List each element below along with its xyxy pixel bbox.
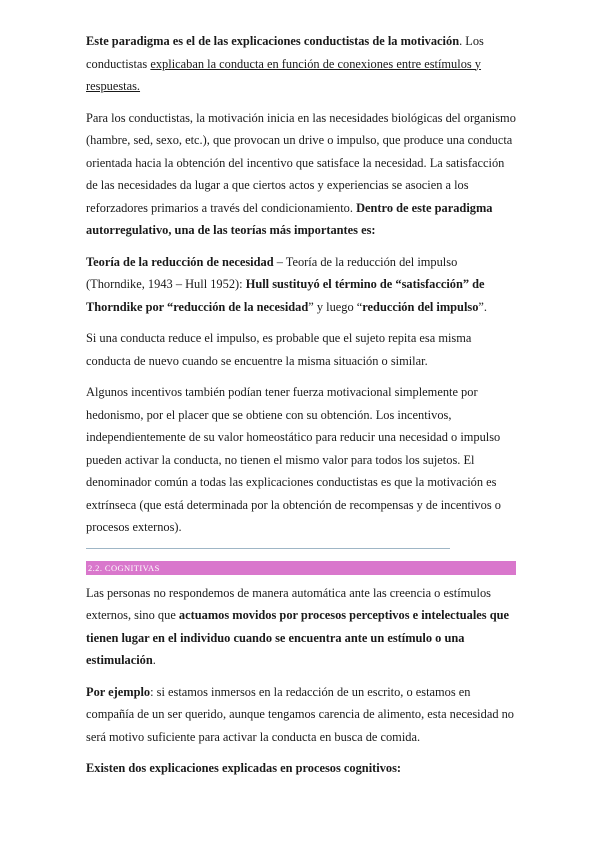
paragraph-incentives: Algunos incentivos también podían tener fuerza motivacional simplemente por hedonismo, por el placer que se obtiene con su obtención. Los incentivos, independientemente de su valor homeostático para reducir una necesidad o impulso pueden activar la conducta, no tienen el mismo valor para todos los sujetos. El denominador común a todas las explicaciones conductistas es que la motivación es extrínseca (que está determinada por la obtención de recompensas y de incentivos o procesos externos). — [86, 385, 501, 534]
bold-text: Dentro de este paradigma autorregulativo, una de las teorías más importantes es: — [86, 200, 493, 237]
text: ” y luego “ — [308, 299, 363, 314]
text: Las personas no respondemos de manera automática ante las creencia o estímulos externos, sino que — [86, 585, 491, 622]
text: . Los conductistas — [86, 34, 484, 71]
bold-text: Por ejemplo — [86, 684, 151, 699]
divider-line — [86, 548, 450, 549]
bold-text: Este paradigma es el de las explicaciones conductistas de la motivación — [86, 34, 460, 48]
bold-text: actuamos movidos por procesos perceptivos e intelectuales que tienen lugar en el individuo cuando se encuentra ante un estímulo o una estimulación — [86, 608, 509, 667]
paragraph-behaviorist-intro — [86, 30, 516, 98]
bold-text: reducción del impulso — [362, 299, 479, 314]
bold-text: Existen dos explicaciones explicadas en procesos cognitivos: — [86, 761, 402, 775]
document-body — [86, 30, 516, 789]
underlined-text: explicaban la conducta en función de conexiones entre estímulos y respuestas. — [86, 56, 482, 93]
text: – Teoría de la reducción del impulso (Thorndike, 1943 – Hull 1952): — [86, 254, 458, 291]
paragraph-two-explanations — [86, 757, 516, 780]
paragraph-behaviorist-motivation — [86, 107, 516, 242]
paragraph-need-reduction-theory — [86, 251, 516, 319]
paragraph-impulse-repetition: Si una conducta reduce el impulso, es probable que el sujeto repita esa misma conducta de nuevo cuando se encuentre la misma situación o similar. — [86, 331, 472, 368]
bold-text: Teoría de la reducción de necesidad — [86, 254, 274, 269]
section-heading-cognitivas: 2.2. COGNITIVAS — [86, 561, 516, 575]
text: Para los conductistas, la motivación inicia en las necesidades biológicas del organismo (hambre, sed, sexo, etc.), que provocan un drive o impulso, que produce una conducta orientada hacia la obtención del incentivo que satisface la necesidad. La satisfacción de las necesidades da lugar a que ciertos actos y experiencias se asocien a los reforzadores primarios a través del condicionamiento. — [86, 110, 516, 215]
paragraph-cognitive-intro — [86, 582, 516, 672]
bold-text: Hull sustituyó el término de “satisfacción” de Thorndike por “reducción de la necesidad — [86, 277, 485, 314]
text: ”. — [478, 299, 488, 314]
text: . — [152, 653, 156, 667]
text: : si estamos inmersos en la redacción de un escrito, o estamos en compañía de un ser querido, aunque tengamos carencia de alimento, esta necesidad no será motivo suficiente para activar la conducta en busca de comida. — [86, 684, 514, 744]
paragraph-example — [86, 681, 516, 749]
